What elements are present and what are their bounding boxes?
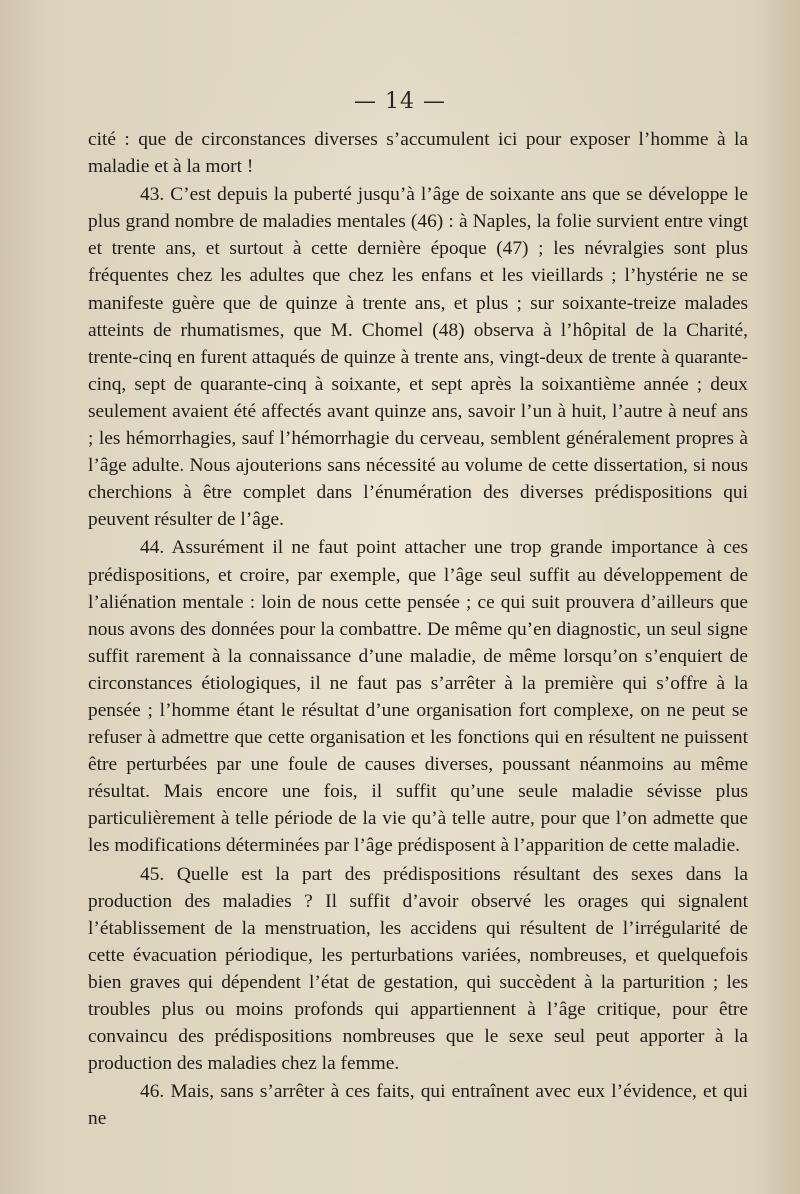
paragraph-text: cité : que de circonstances diverses s’accumulent ici pour exposer l’homme à la maladie et à la mort ! — [88, 129, 748, 178]
paragraph-text: Assurément il ne faut point attacher une trop grande importance à ces prédispositions, et croire, par exemple, que l’âge seul suffit au développement de l’aliénation mentale : loin de nous cette pensée ; ce qui suit prouvera d’ailleurs que nous avons des données pour la combattre. De même qu’en diagnostic, un seul signe suffit rarement à la connaissance d’une maladie, de même lorsqu’on s’enquiert de circonstances étiologiques, il ne faut pas s’arrêter à la première qui s’offre à la pensée ; l’homme étant le résultat d’une organisation fort complexe, on ne peut se refuser à admettre que cette organisation et les fonctions qui en résultent ne puissent être perturbées par une foule de causes diverses, poussant néanmoins au même résultat. Mais encore une fois, il suffit qu’une seule maladie sévisse plus particulièrement à telle période de la vie qu’à telle autre, pour que l’on admette que les modifications déterminées par l’âge prédisposent à l’apparition de cette maladie. — [88, 537, 748, 857]
paragraph-45 — [88, 861, 748, 1078]
paragraph-text: Mais, sans s’arrêter à ces faits, qui entraînent avec eux l’évidence, et qui ne — [88, 1081, 748, 1130]
paragraph-continuation — [88, 126, 748, 180]
paragraph-text: C’est depuis la puberté jusqu’à l’âge de soixante ans que se développe le plus grand nombre de maladies mentales (46) : à Naples, la folie survient entre vingt et trente ans, et surtout à cette dernière époque (47) ; les névralgies sont plus fréquentes chez les adultes que chez les enfans et les vieillards ; l’hystérie ne se manifeste guère que de quinze à trente ans, et plus ; sur soixante-treize malades atteints de rhumatismes, que M. Chomel (48) observa à l’hôpital de la Charité, trente-cinq en furent attaqués de quinze à trente ans, vingt-deux de trente à quarante-cinq, sept de quarante-cinq à soixante, et sept après la soixantième année ; deux seulement avaient été affectés avant quinze ans, savoir l’un à huit, l’autre à neuf ans ; les hémorrhagies, sauf l’hémorrhagie du cerveau, semblent généralement propres à l’âge adulte. Nous ajouterions sans nécessité au volume de cette dissertation, si nous cherchions à être complet dans l’énumération des diverses prédispositions qui peuvent résulter de l’âge. — [88, 184, 748, 531]
paragraph-number: 44. — [140, 537, 165, 559]
paragraph-46 — [88, 1078, 748, 1132]
body-text — [88, 126, 748, 1133]
paragraph-number: 45. — [140, 863, 165, 885]
paragraph-number: 43. — [140, 184, 165, 206]
paragraph-number: 46. — [140, 1081, 165, 1103]
paragraph-44 — [88, 534, 748, 859]
page-number: — 14 — — [354, 89, 446, 114]
paragraph-text: Quelle est la part des prédispositions résultant des sexes dans la production des maladies ? Il suffit d’avoir observé les orages qui signalent l’établissement de la menstruation, les accidens qui résultent de l’irrégularité de cette évacuation périodique, les perturbations variées, nombreuses, et quelquefois bien graves qui dépendent l’état de gestation, qui succèdent à la parturition ; les troubles plus ou moins profonds qui appartiennent à l’âge critique, pour être convaincu des prédispositions nombreuses que le sexe seul peut apporter à la production des maladies chez la femme. — [88, 863, 748, 1075]
paragraph-43 — [88, 181, 748, 533]
